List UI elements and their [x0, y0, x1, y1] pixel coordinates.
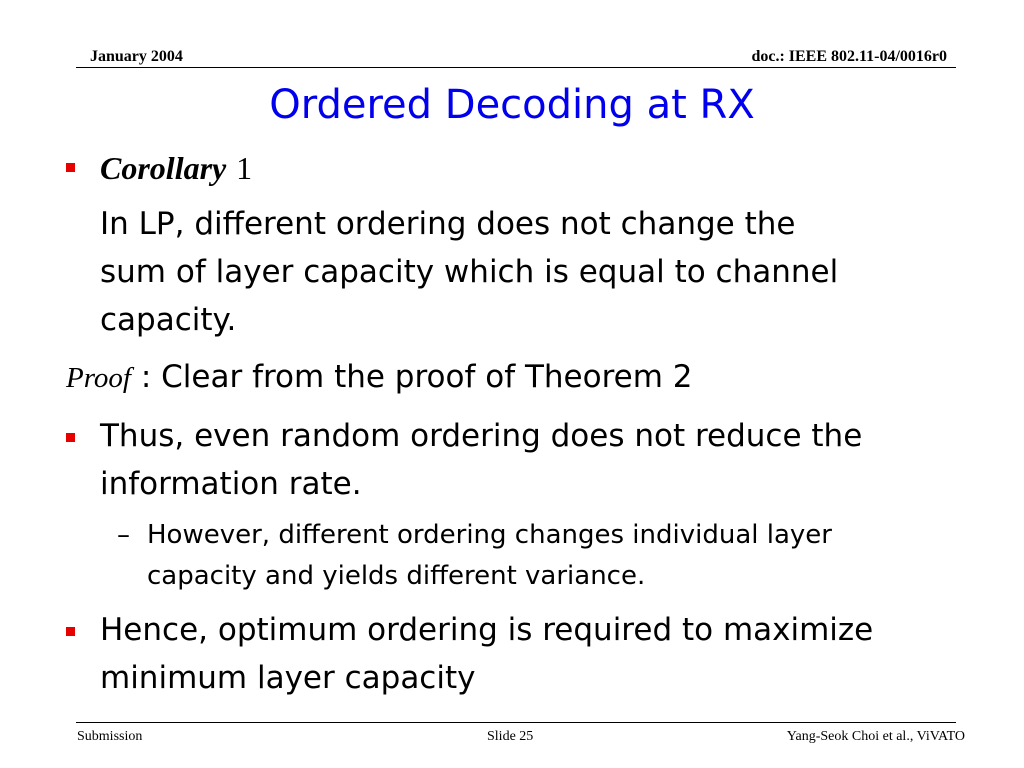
proof-line [66, 359, 693, 395]
footer-submission: Submission [77, 729, 143, 744]
proof-text: : Clear from the proof of Theorem 2 [140, 359, 693, 395]
sub-bullet-dash: – [117, 520, 130, 550]
sub-bullet-line: capacity and yields different variance. [147, 561, 646, 591]
bullet-line: information rate. [100, 466, 362, 502]
bullet-line: Thus, even random ordering does not reduce the [100, 418, 863, 454]
bullet-marker [66, 163, 75, 172]
statement-line: sum of layer capacity which is equal to channel [100, 254, 839, 290]
footer-rule [76, 722, 956, 723]
statement-line: capacity. [100, 302, 237, 338]
corollary-label: Corollary [100, 150, 227, 186]
bullet-marker [66, 433, 75, 442]
sub-bullet-line: However, different ordering changes individual layer [147, 520, 832, 550]
corollary-number: 1 [236, 150, 253, 186]
bullet-marker [66, 627, 75, 636]
slide-title: Ordered Decoding at RX [269, 82, 755, 128]
footer-author: Yang-Seok Choi et al., ViVATO [786, 729, 965, 744]
bullet-line: Hence, optimum ordering is required to maximize [100, 612, 874, 648]
statement-line: In LP, different ordering does not change the [100, 206, 796, 242]
proof-label: Proof [66, 362, 131, 394]
header-date: January 2004 [90, 48, 183, 65]
header-rule [76, 67, 956, 68]
bullet-line: minimum layer capacity [100, 660, 476, 696]
corollary-heading [100, 150, 252, 187]
footer-slide-number: Slide 25 [487, 729, 534, 744]
header-doc-id: doc.: IEEE 802.11-04/0016r0 [751, 48, 947, 65]
